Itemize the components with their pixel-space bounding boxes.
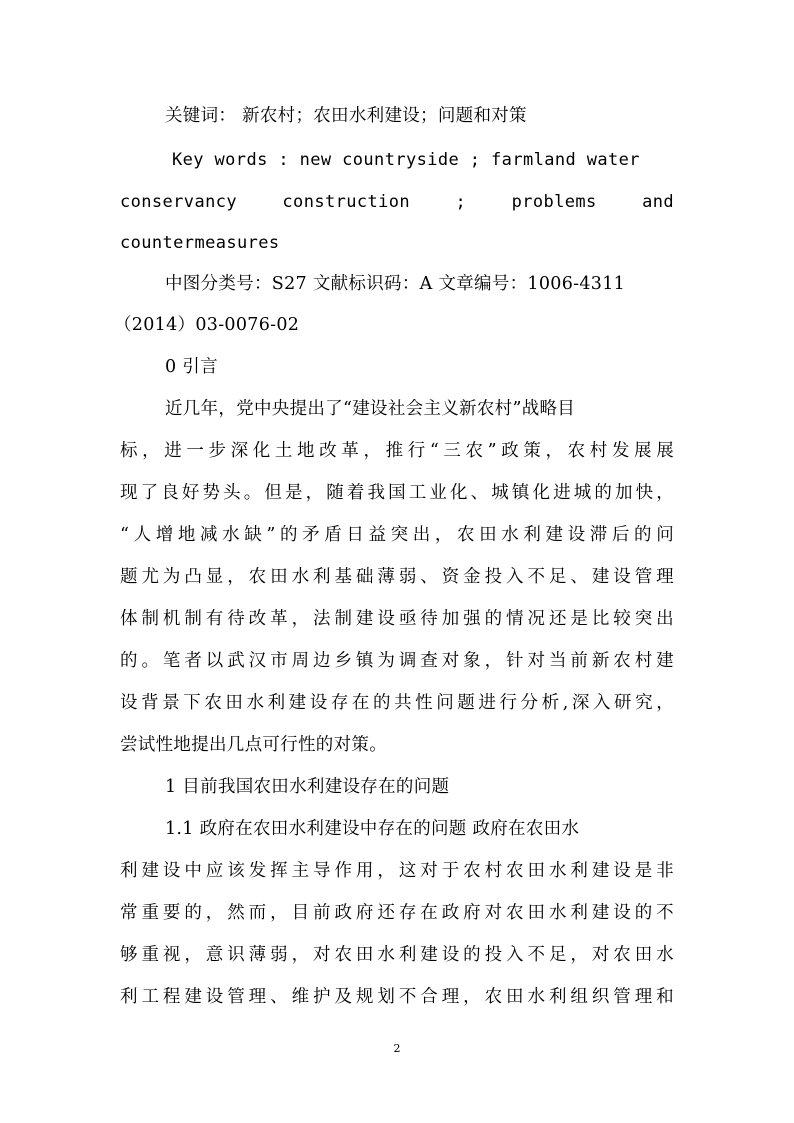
keywords-en-word: problems: [511, 192, 597, 212]
keywords-en-word: construction: [282, 192, 411, 212]
intro-line: 尝试性地提出几点可行性的对策。: [120, 735, 387, 755]
section-1-title: 1 目前我国农田水利建设存在的问题: [165, 777, 450, 797]
intro-line: 设背景下农田水利建设存在的共性问题进行分析,深入研究，: [120, 693, 674, 713]
keywords-en-line3: countermeasures: [120, 233, 280, 253]
intro-line: “人增地减水缺”的矛盾日益突出，农田水利建设滞后的问: [120, 525, 674, 545]
intro-line: 的。笔者以武汉市周边乡镇为调查对象，针对当前新农村建: [120, 651, 674, 671]
intro-line: 题尤为凸显，农田水利基础薄弱、资金投入不足、建设管理: [120, 567, 674, 587]
section-1-1-line: 常重要的，然而，目前政府还存在政府对农田水利建设的不: [120, 903, 674, 923]
keywords-en-word: ;: [455, 192, 467, 212]
keywords-cn: 关键词： 新农村；农田水利建设；问题和对策: [165, 106, 527, 126]
keywords-en-word: and: [642, 192, 674, 212]
keywords-en-line1: Key words : new countryside ; farmland water: [172, 150, 640, 170]
keywords-en-line2: [120, 192, 674, 212]
classification-line1: 中图分类号：S27 文献标识码：A 文章编号：1006-4311: [165, 274, 626, 294]
classification-line2: （2014）03-0076-02: [114, 315, 300, 335]
intro-line: 标，进一步深化土地改革，推行“三农”政策，农村发展展: [120, 441, 674, 461]
intro-line: 现了良好势头。但是，随着我国工业化、城镇化进城的加快，: [120, 483, 674, 503]
page-number: 2: [393, 1042, 401, 1055]
intro-line: 近几年，党中央提出了“建设社会主义新农村”战略目: [165, 399, 576, 419]
section-1-1-line: 利工程建设管理、维护及规划不合理，农田水利组织管理和: [120, 987, 674, 1007]
section-0-title: 0 引言: [165, 357, 218, 377]
section-1-1-line: 够重视，意识薄弱，对农田水利建设的投入不足，对农田水: [120, 945, 674, 965]
section-1-1-line: 利建设中应该发挥主导作用，这对于农村农田水利建设是非: [120, 861, 674, 881]
intro-line: 体制机制有待改革，法制建设亟待加强的情况还是比较突出: [120, 609, 674, 629]
keywords-en-word: conservancy: [120, 192, 237, 212]
section-1-1-line: 1.1 政府在农田水利建设中存在的问题 政府在农田水: [165, 819, 580, 839]
